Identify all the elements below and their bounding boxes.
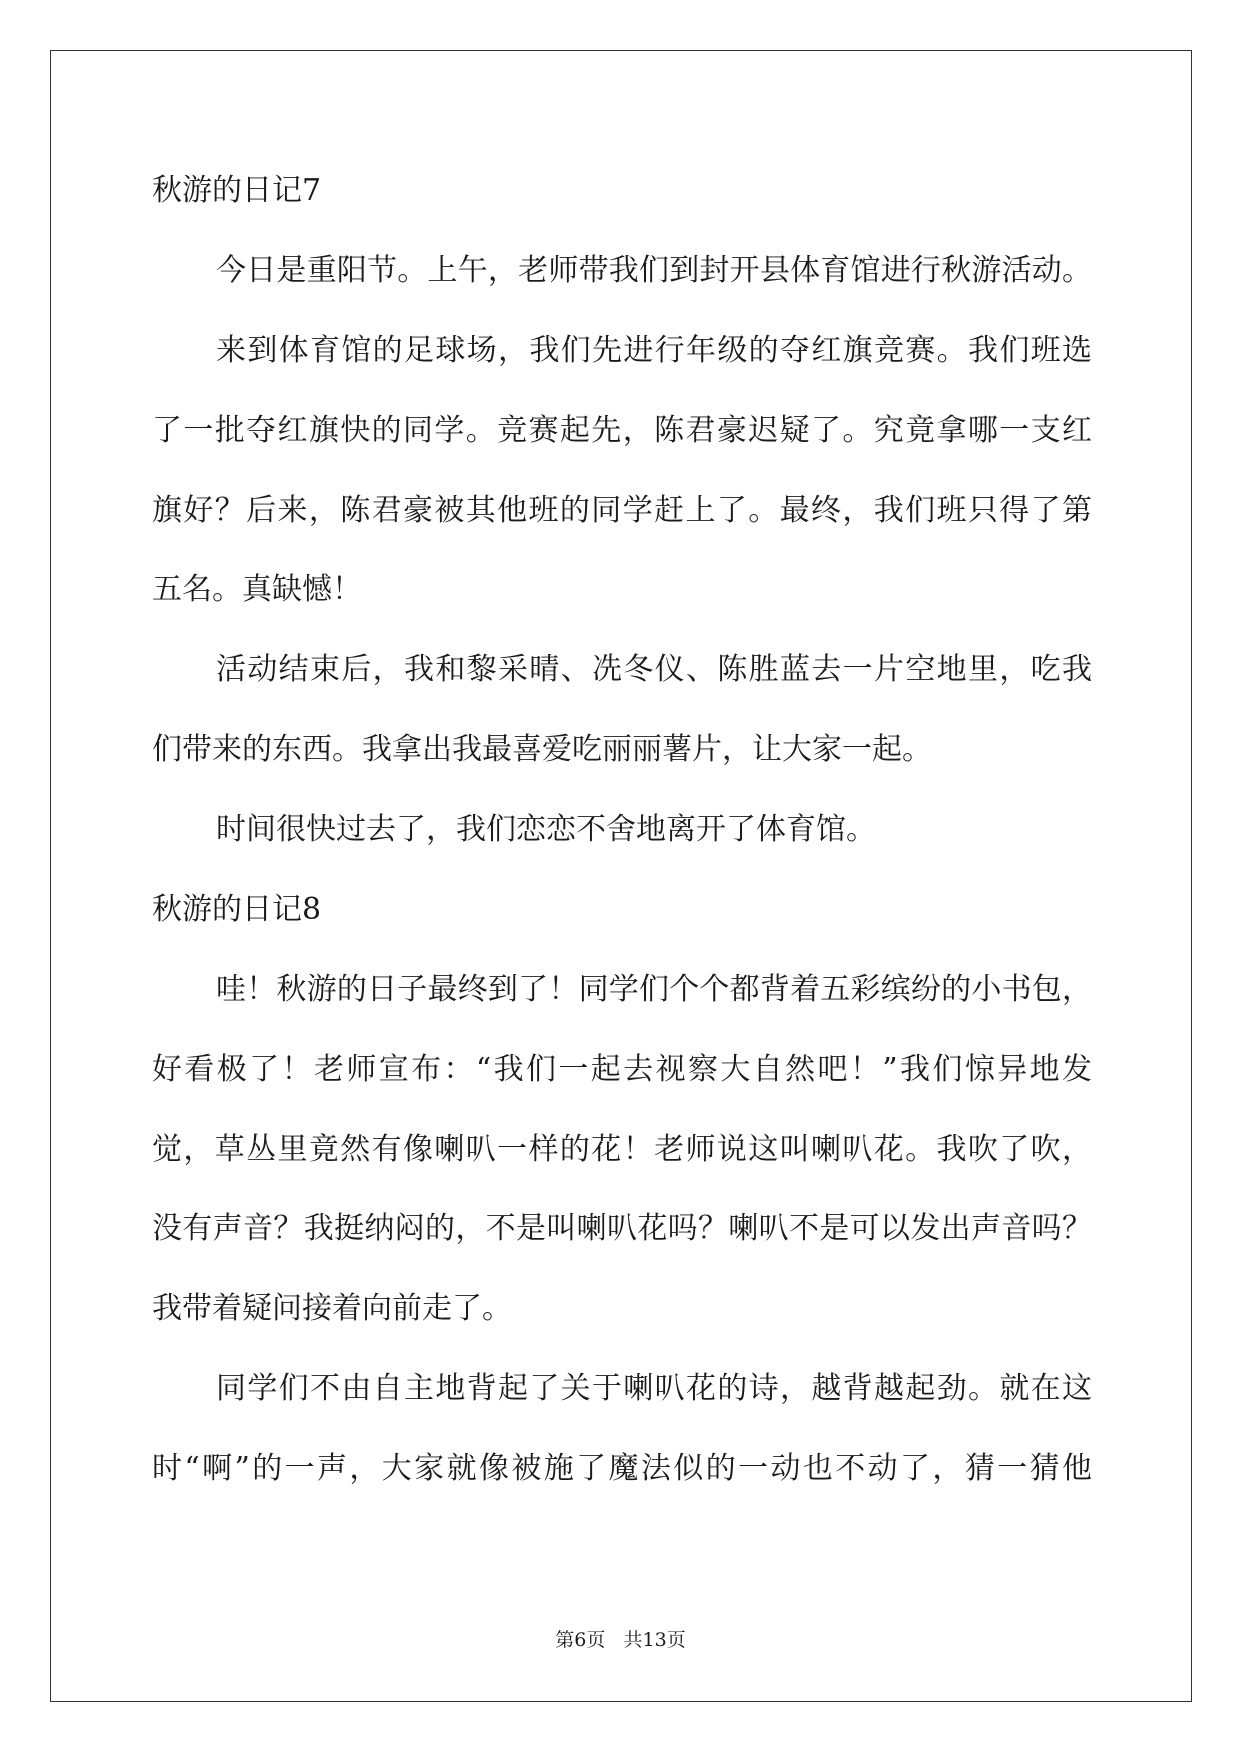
section-title-7: 秋游的日记7 bbox=[152, 173, 322, 208]
page-total: 共13页 bbox=[623, 1629, 686, 1651]
paragraph-line: 今日是重阳节。上午，老师带我们到封开县体育馆进行秋游活动。 bbox=[216, 253, 1092, 288]
paragraph-line: 五名。真缺憾！ bbox=[152, 572, 362, 607]
paragraph-line: 了一批夺红旗快的同学。竞赛起先，陈君豪迟疑了。究竟拿哪一支红 bbox=[152, 413, 1092, 448]
paragraph-line: 好看极了！老师宣布：“我们一起去视察大自然吧！”我们惊异地发 bbox=[152, 1052, 1092, 1087]
section-title-8: 秋游的日记8 bbox=[152, 892, 322, 927]
paragraph-line: 活动结束后，我和黎采晴、冼冬仪、陈胜蓝去一片空地里，吃我 bbox=[216, 652, 1092, 687]
paragraph-line: 我带着疑问接着向前走了。 bbox=[152, 1291, 512, 1326]
paragraph-line: 同学们不由自主地背起了关于喇叭花的诗，越背越起劲。就在这 bbox=[216, 1371, 1092, 1406]
paragraph-line: 没有声音？我挺纳闷的，不是叫喇叭花吗？喇叭不是可以发出声音吗？ bbox=[152, 1211, 1092, 1246]
paragraph-line: 时间很快过去了，我们恋恋不舍地离开了体育馆。 bbox=[216, 812, 876, 847]
paragraph-line: 觉，草丛里竟然有像喇叭一样的花！老师说这叫喇叭花。我吹了吹， bbox=[152, 1132, 1092, 1167]
page-number: 第6页 bbox=[555, 1629, 606, 1651]
paragraph-line: 时“啊”的一声，大家就像被施了魔法似的一动也不动了，猜一猜他 bbox=[152, 1451, 1092, 1486]
page-footer bbox=[0, 1628, 1241, 1652]
paragraph-line: 旗好？后来，陈君豪被其他班的同学赶上了。最终，我们班只得了第 bbox=[152, 493, 1092, 528]
paragraph-line: 哇！秋游的日子最终到了！同学们个个都背着五彩缤纷的小书包， bbox=[216, 972, 1092, 1007]
paragraph-line: 来到体育馆的足球场，我们先进行年级的夺红旗竞赛。我们班选 bbox=[216, 333, 1092, 368]
paragraph-line: 们带来的东西。我拿出我最喜爱吃丽丽薯片，让大家一起。 bbox=[152, 732, 932, 767]
